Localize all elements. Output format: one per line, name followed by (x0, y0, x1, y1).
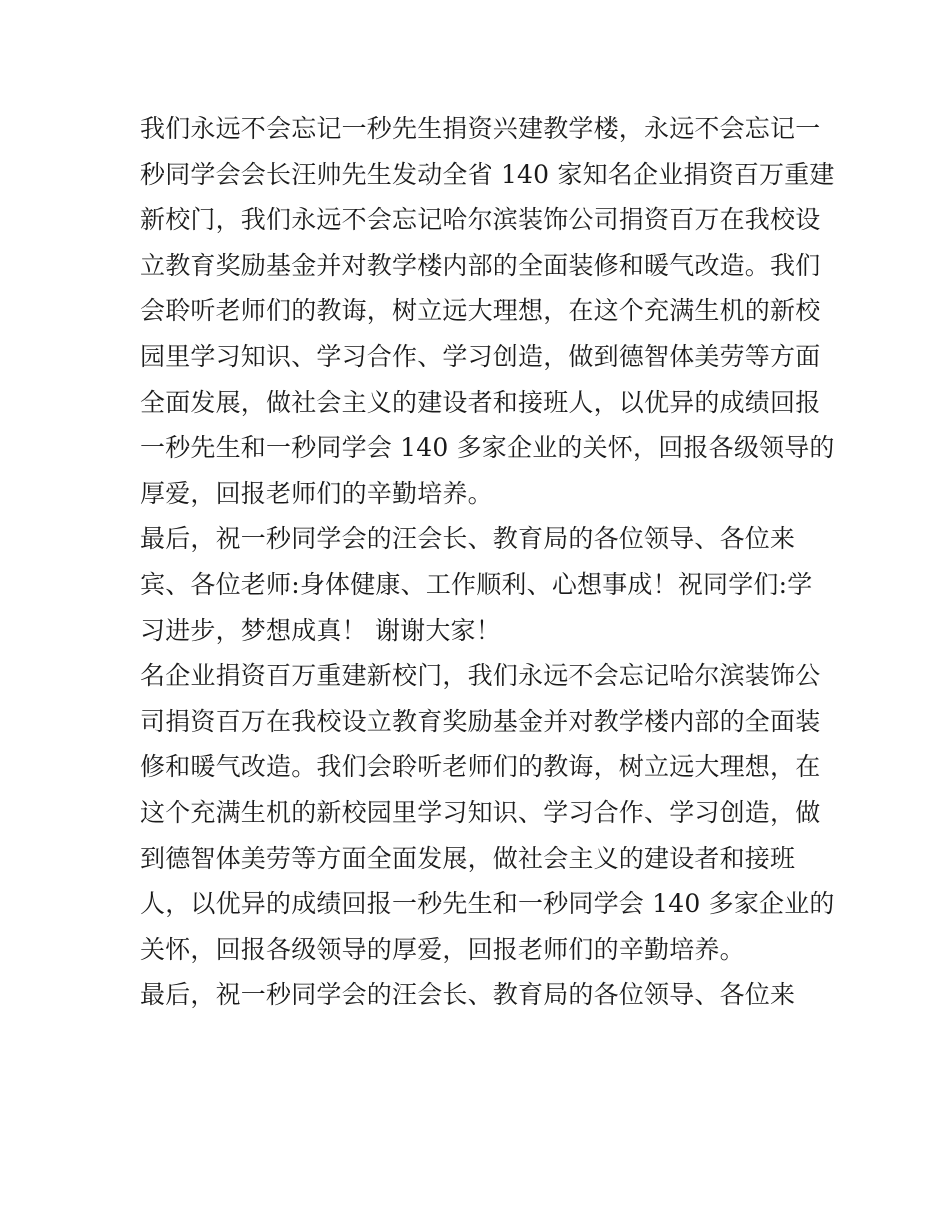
text-line: 一秒先生和一秒同学会 140 多家企业的关怀，回报各级领导的 (140, 433, 835, 463)
text-line: 人，以优异的成绩回报一秒先生和一秒同学会 140 多家企业的 (140, 889, 835, 919)
text-line: 最后，祝一秒同学会的汪会长、教育局的各位领导、各位来 (140, 980, 796, 1010)
text-line: 习进步，梦想成真！ 谢谢大家！ (140, 615, 501, 645)
text-line: 立教育奖励基金并对教学楼内部的全面装修和暖气改造。我们 (140, 250, 821, 280)
text-line: 这个充满生机的新校园里学习知识、学习合作、学习创造，做 (140, 797, 821, 827)
text-line: 到德智体美劳等方面全面发展，做社会主义的建设者和接班 (140, 843, 796, 873)
text-line: 会聆听老师们的教诲，树立远大理想，在这个充满生机的新校 (140, 296, 821, 326)
text-line: 我们永远不会忘记一秒先生捐资兴建教学楼，永远不会忘记一 (140, 114, 821, 143)
text-line: 秒同学会会长汪帅先生发动全省 140 家知名企业捐资百万重建 (140, 159, 835, 189)
text-line: 司捐资百万在我校设立教育奖励基金并对教学楼内部的全面装 (140, 706, 821, 736)
text-line: 宾、各位老师:身体健康、工作顺利、心想事成！祝同学们:学 (140, 569, 813, 599)
text-line: 修和暖气改造。我们会聆听老师们的教诲，树立远大理想，在 (140, 752, 821, 782)
text-line: 关怀，回报各级领导的厚爱，回报老师们的辛勤培养。 (140, 934, 745, 964)
text-line: 名企业捐资百万重建新校门，我们永远不会忘记哈尔滨装饰公 (140, 661, 821, 691)
text-line: 最后，祝一秒同学会的汪会长、教育局的各位领导、各位来 (140, 524, 796, 554)
text-line: 新校门，我们永远不会忘记哈尔滨装饰公司捐资百万在我校设 (140, 205, 821, 235)
document-body-text (140, 106, 835, 1018)
text-line: 厚爱，回报老师们的辛勤培养。 (140, 478, 493, 508)
text-line: 园里学习知识、学习合作、学习创造，做到德智体美劳等方面 (140, 341, 821, 371)
text-line: 全面发展，做社会主义的建设者和接班人，以优异的成绩回报 (140, 387, 821, 417)
